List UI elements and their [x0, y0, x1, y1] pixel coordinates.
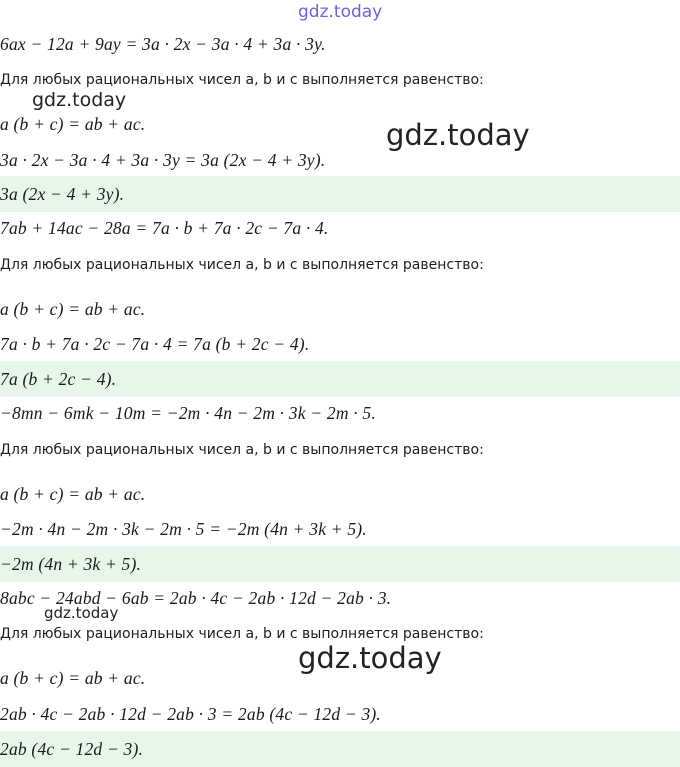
- distributive-law: a (b + c) = ab + ac.: [0, 299, 146, 319]
- factoring-line: −2m · 4n − 2m · 3k − 2m · 5 = −2m (4n + 3k + 5).: [0, 519, 367, 539]
- expression-line: −8mn − 6mk − 10m = −2m · 4n − 2m · 3k − 2m · 5.: [0, 403, 376, 423]
- distributive-law: a (b + c) = ab + ac.: [0, 484, 146, 504]
- factoring-line: 7a · b + 7a · 2c − 7a · 4 = 7a (b + 2c − 4).: [0, 334, 310, 354]
- rule-text: Для любых рациональных чисел a, b и c выполняется равенство:: [0, 257, 484, 273]
- answer-line: −2m (4n + 3k + 5).: [0, 546, 680, 582]
- distributive-law: a (b + c) = ab + ac.: [0, 668, 146, 688]
- watermark: gdz.today: [298, 641, 442, 675]
- answer-line: 3a (2x − 4 + 3y).: [0, 176, 680, 212]
- factoring-line: 2ab · 4c − 2ab · 12d − 2ab · 3 = 2ab (4c − 12d − 3).: [0, 704, 382, 724]
- watermark: gdz.today: [386, 118, 530, 152]
- watermark: gdz.today: [44, 604, 119, 622]
- answer-line: 7a (b + 2c − 4).: [0, 361, 680, 397]
- watermark: gdz.today: [32, 89, 127, 111]
- answer-line: 2ab (4c − 12d − 3).: [0, 731, 680, 767]
- expression-line: 7ab + 14ac − 28a = 7a · b + 7a · 2c − 7a · 4.: [0, 218, 329, 238]
- distributive-law: a (b + c) = ab + ac.: [0, 114, 146, 134]
- rule-text: Для любых рациональных чисел a, b и c выполняется равенство:: [0, 442, 484, 458]
- rule-text: Для любых рациональных чисел a, b и c выполняется равенство:: [0, 626, 484, 642]
- factoring-line: 3a · 2x − 3a · 4 + 3a · 3y = 3a (2x − 4 + 3y).: [0, 150, 326, 170]
- expression-line: 8abc − 24abd − 6ab = 2ab · 4c − 2ab · 12d − 2ab · 3.: [0, 588, 392, 608]
- expression-line: 6ax − 12a + 9ay = 3a · 2x − 3a · 4 + 3a · 3y.: [0, 34, 326, 54]
- rule-text: Для любых рациональных чисел a, b и c выполняется равенство:: [0, 72, 484, 88]
- watermark-top: gdz.today: [298, 2, 383, 22]
